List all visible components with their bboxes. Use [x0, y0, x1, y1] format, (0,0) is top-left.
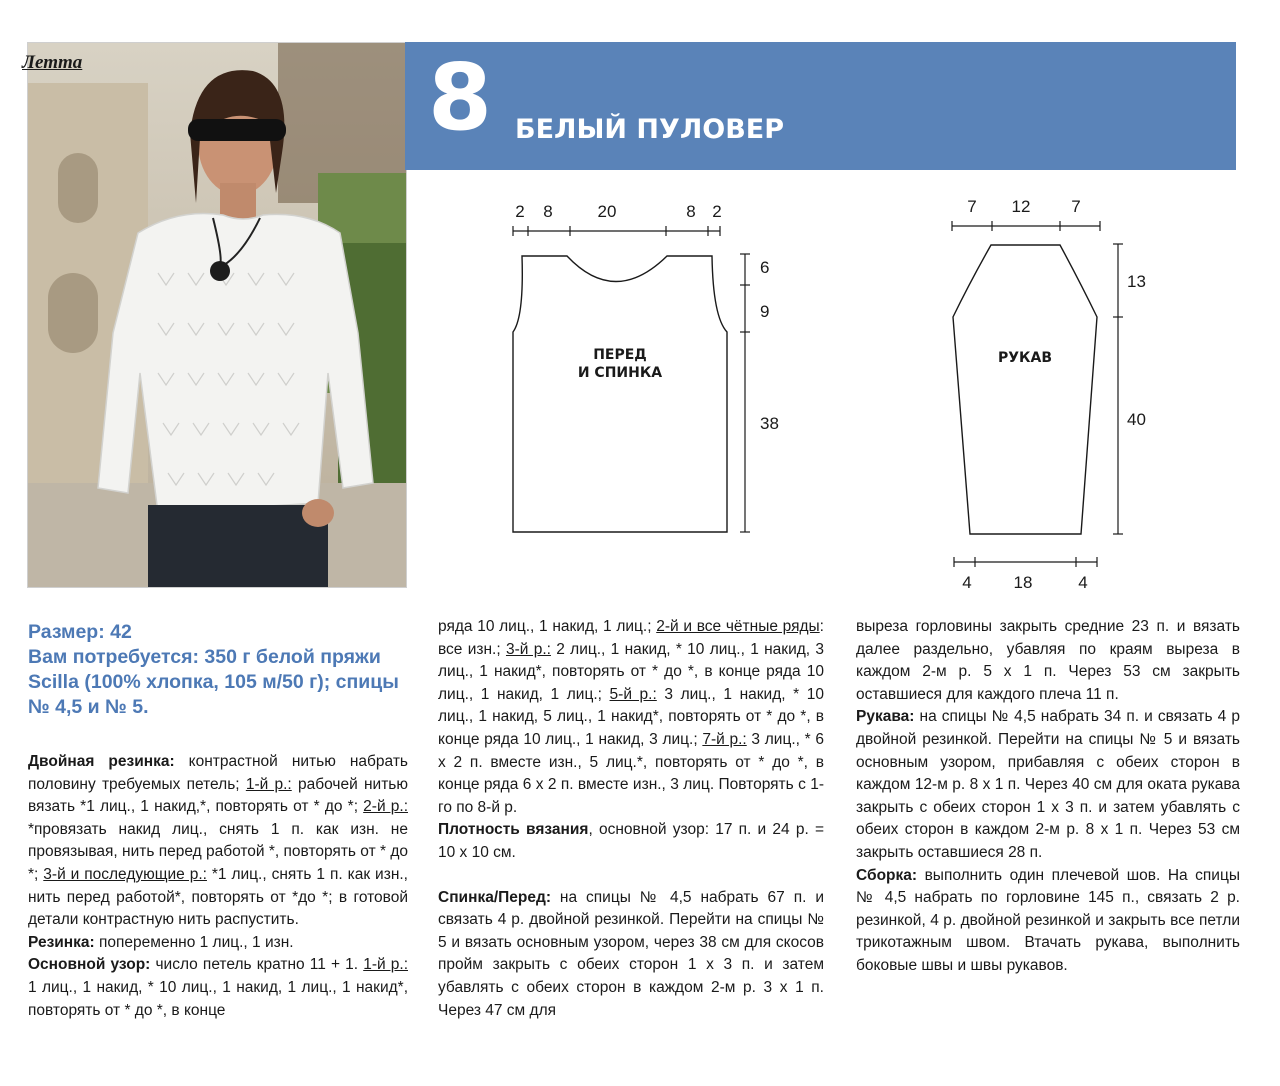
materials-block — [28, 620, 408, 720]
watermark: Летта — [22, 52, 83, 73]
instruction-text: попеременно 1 лиц., 1 изн. — [94, 933, 294, 951]
sleeve-bottom-width-label: 4 — [1078, 573, 1088, 592]
row-label: 3-й и последующие р.: — [43, 865, 207, 883]
sleeve-bottom-width-label: 18 — [1013, 573, 1033, 592]
body-height-label: 38 — [760, 414, 779, 433]
body-height-label: 9 — [760, 302, 770, 321]
spacer — [438, 865, 824, 887]
gauge-paragraph — [438, 819, 824, 864]
row-label: 1-й р.: — [245, 775, 292, 793]
front-back-label: И СПИНКА — [577, 365, 663, 381]
rib-paragraph — [28, 932, 408, 955]
body-width-label: 2 — [712, 202, 722, 221]
pattern-title: БЕЛЫЙ ПУЛОВЕР — [515, 114, 785, 145]
instructions-column-2 — [438, 616, 824, 1022]
instruction-text: на спицы № 4,5 набрать 67 п. и связать 4 р. двойной резинкой. Перейти на спицы № 5 и вязать основным узором, через 38 см для скосов пройм закрыть с обеих сторон 1 х 3 п. и затем убавлять с обеих сторон в каждом 2-м р. 3 х 1 п. Через 47 см для — [438, 888, 824, 1019]
sleeve-width-label: 7 — [967, 197, 977, 216]
sleeve-width-label: 12 — [1011, 197, 1031, 216]
row-label: 7-й р.: — [702, 730, 747, 748]
row-label: 1-й р.: — [363, 956, 408, 974]
sleeve-height-label: 13 — [1127, 272, 1146, 291]
sleeve-outline — [953, 245, 1097, 534]
schematic-diagrams — [405, 172, 1236, 592]
instruction-text: 1 лиц., 1 накид, * 10 лиц., 1 накид, 1 лиц., 1 накид*, повторять от * до *, в конце — [28, 978, 408, 1019]
section-heading: Рукава: — [856, 708, 915, 726]
front-back-label: ПЕРЕД — [593, 347, 647, 363]
sleeves-paragraph — [856, 706, 1240, 864]
row-label: 2-й р.: — [363, 798, 408, 816]
row-label: 2-й и все чётные ряды — [656, 618, 820, 635]
section-heading: Спинка/Перед: — [438, 888, 551, 906]
body-height-label: 6 — [760, 258, 770, 277]
section-heading: Резинка: — [28, 933, 95, 951]
instruction-text: *провязать накид лиц., снять 1 п. как изн. не провязывая, нить перед работой *, повторять от * до *; — [28, 820, 408, 883]
instruction-text: число петель кратно 11 + 1. — [150, 956, 364, 974]
main-pattern-paragraph — [28, 954, 408, 1022]
sleeve-label: РУКАВ — [997, 350, 1053, 366]
sleeve-width-label: 7 — [1071, 197, 1081, 216]
double-rib-paragraph — [28, 751, 408, 932]
section-heading: Двойная резинка: — [28, 753, 175, 770]
instruction-text: на спицы № 4,5 набрать 34 п. и связать 4 р двойной резинкой. Перейти на спицы № 5 и вязать основным узором, прибавляя с обеих сторон в каждом 12-м р. 8 х 1 п. Через 40 см для оката рукава закрыть с обеих сторон 1 х 3 п. и затем убавлять с обеих сторон в каждом 2-м р. 8 х 1 п. Через 53 см закрыть оставшиеся 28 п. — [856, 708, 1240, 861]
instruction-text: 3 лиц., * 6 х 2 п. вместе изн., 5 лиц.*, повторять от * до *, в конце ряда 6 х 2 п. вместе изн., 3 лиц. Повторять с 1-го по 8-й р. — [438, 730, 824, 816]
row-label: 3-й р.: — [505, 640, 551, 658]
instruction-text: ряда 10 лиц., 1 накид, 1 лиц.; — [438, 618, 657, 635]
instruction-text: контрастной нитью набрать половину требуемых петель; — [28, 753, 409, 793]
row-label: 5-й р.: — [609, 685, 657, 703]
main-pattern-continued — [438, 616, 824, 819]
instruction-text: : все изн.; — [438, 618, 824, 658]
size-value: 42 — [104, 621, 132, 643]
instruction-text: рабочей нитью вязать *1 лиц., 1 накид,*, повторять от * до *; — [28, 775, 408, 816]
instruction-text: выполнить один плечевой шов. На спицы № 4,5 набрать по горловине 145 п., связать 2 р. резинкой, 4 р. двойной резинкой и закрыть все петли трикотажным швом. Втачать рукава, выполнить боковые швы и швы рукавов. — [856, 866, 1240, 974]
assembly-paragraph — [856, 865, 1240, 978]
instruction-text: , основной узор: 17 п. и 24 р. = 10 х 10 см. — [438, 821, 824, 861]
header-band — [405, 42, 1236, 170]
pattern-number: 8 — [428, 44, 490, 151]
instruction-text: 3 лиц., 1 накид, * 10 лиц., 1 накид, 5 лиц., 1 накид*, повторять от * до *, в конце ряда 10 лиц., 1 накид, 3 лиц.; — [438, 685, 824, 748]
body-width-label: 8 — [686, 202, 696, 221]
body-width-label: 8 — [543, 202, 553, 221]
section-heading: Плотность вязания — [438, 821, 589, 839]
instructions-column-3 — [856, 616, 1240, 978]
back-front-continued — [856, 616, 1240, 706]
instruction-text: выреза горловины закрыть средние 23 п. и вязать далее раздельно, убавляя по краям выреза в каждом 2-м р. 5 х 1 п. Через 53 см закрыть оставшиеся для каждого плеча 11 п. — [856, 618, 1240, 703]
materials-value: 350 г белой пряжи Scilla (100% хлопка, 105 м/50 г); спицы № 4,5 и № 5. — [28, 646, 399, 718]
section-heading: Сборка: — [856, 866, 918, 884]
sleeve-bottom-width-label: 4 — [962, 573, 972, 592]
section-heading: Основной узор: — [28, 956, 151, 974]
size-label: Размер: — [28, 621, 105, 643]
front-back-outline — [513, 256, 727, 532]
materials-label: Вам потребуется: — [28, 646, 199, 668]
model-photo — [27, 42, 407, 588]
body-width-label: 20 — [597, 202, 617, 221]
instruction-text: *1 лиц., снять 1 п. как изн., нить перед работой*, повторять от *до *; в готовой детали контрастную нить распустить. — [28, 865, 408, 929]
instruction-text: 2 лиц., 1 накид, * 10 лиц., 1 накид, 3 лиц., 1 накид*, повторять от * до *, в конце ряда 10 лиц., 1 накид, 1 лиц.; — [438, 640, 825, 703]
back-front-paragraph — [438, 887, 824, 1023]
body-width-label: 2 — [515, 202, 525, 221]
sleeve-height-label: 40 — [1127, 410, 1146, 429]
instructions-column-1 — [28, 751, 408, 1022]
